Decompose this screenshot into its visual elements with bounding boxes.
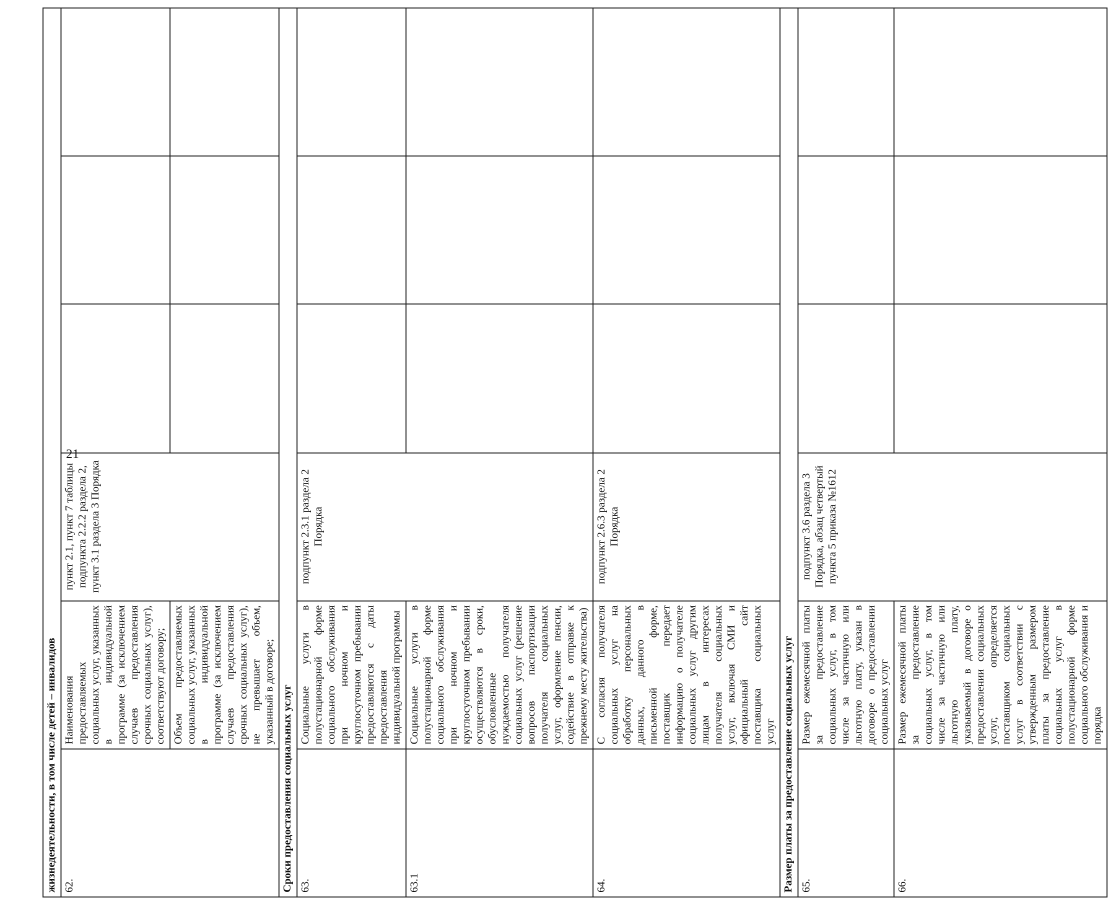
row-description: Социальные услуги в полустационарной форме социального обслуживания при ночном и круглосуточном пребывании осуществляются в сроки, обусловленные нуждаемостью получателя социальных услуг (решение вопросов паспортизации получателя социальных услуг, оформление пенсии, содействие в отправке к прежнему месту жительства) [406, 601, 593, 749]
answer-cell [798, 8, 894, 156]
row-number: 66. [894, 749, 1107, 897]
answer-cell [61, 156, 170, 304]
answer-cell [297, 8, 406, 156]
answer-cell [170, 8, 279, 156]
answer-cell [894, 156, 1107, 304]
answer-cell [297, 156, 406, 304]
answer-cell [170, 304, 279, 452]
row-number: 63.1 [406, 749, 593, 897]
table-row [798, 8, 894, 897]
section-row [43, 8, 61, 897]
section-row [780, 8, 798, 897]
answer-cell [894, 304, 1107, 452]
page-number: 21 [66, 446, 79, 461]
table-row [406, 8, 593, 897]
answer-cell [798, 304, 894, 452]
answer-cell [894, 8, 1107, 156]
section-row [279, 8, 297, 897]
answer-cell [61, 304, 170, 452]
answer-cell [593, 156, 780, 304]
row-description: Объем предоставляемых социальных услуг, указанных в индивидуальной программе (за исключением случаев предоставления срочных социальных услуг), не превышает объем, указанный в договоре; [170, 601, 279, 749]
answer-cell [170, 156, 279, 304]
answer-cell [406, 8, 593, 156]
answer-cell [593, 304, 780, 452]
row-description: С согласия получателя социальных услуг на обработку персональных данных, данного в письменной форме, поставщик передает информацию о получателе социальных услуг другим лицам в интересах получателя социальных услуг, включая СМИ и официальный сайт поставщика социальных услуг [593, 601, 780, 749]
row-description: Размер ежемесячной платы за предоставление социальных услуг, в том числе за частичную или льготную плату, указываемый в договоре о предоставлении социальных услуг, определяется поставщиком социальных услуг в соответствии с утвержденным размером платы за предоставление социальных услуг в полустационарной форме социального обслуживания и порядка [894, 601, 1107, 749]
answer-cell [297, 304, 406, 452]
rotated-table-container [43, 8, 1104, 898]
table-row [297, 8, 406, 897]
row-reference: подпункт 3.6 раздела 3 Порядка, абзац четвертый пункта 5 приказа №1612 [798, 453, 1107, 601]
inspection-table [43, 8, 1108, 898]
row-number: 65. [798, 749, 894, 897]
row-description: Размер ежемесячной платы за предоставление социальных услуг, в том числе за частичную или льготную плату, указан в договоре о предоставлении социальных услуг [798, 601, 894, 749]
row-description: Наименования предоставляемых социальных услуг, указанных в индивидуальной программе (за исключением случаев предоставления срочных социальных услуг), соответствуют договору; [61, 601, 170, 749]
row-number: 64. [593, 749, 780, 897]
section-header: Сроки предоставления социальных услуг [279, 8, 297, 897]
row-number: 63. [297, 749, 406, 897]
answer-cell [406, 156, 593, 304]
row-number: 62. [61, 749, 279, 897]
table-row [593, 8, 780, 897]
answer-cell [798, 156, 894, 304]
answer-cell [61, 8, 170, 156]
row-description: Социальные услуги в полустационарной форме социального обслуживания при ночном и круглосуточном пребывании предоставляются с даты предоставления индивидуальной программы [297, 601, 406, 749]
section-header: жизнедеятельности, в том числе детей – инвалидов [43, 8, 61, 897]
row-reference: пункт 2.1, пункт 7 таблицы подпункта 2.2.2 раздела 2, пункт 3.1 раздела 3 Порядка [61, 453, 279, 601]
answer-cell [406, 304, 593, 452]
section-header: Размер платы за предоставление социальных услуг [780, 8, 798, 897]
row-reference: подпункт 2.3.1 раздела 2 Порядка [297, 453, 593, 601]
row-reference: подпункт 2.6.3 раздела 2 Порядка [593, 453, 780, 601]
table-row [61, 8, 170, 897]
table-row [894, 8, 1107, 897]
answer-cell [593, 8, 780, 156]
